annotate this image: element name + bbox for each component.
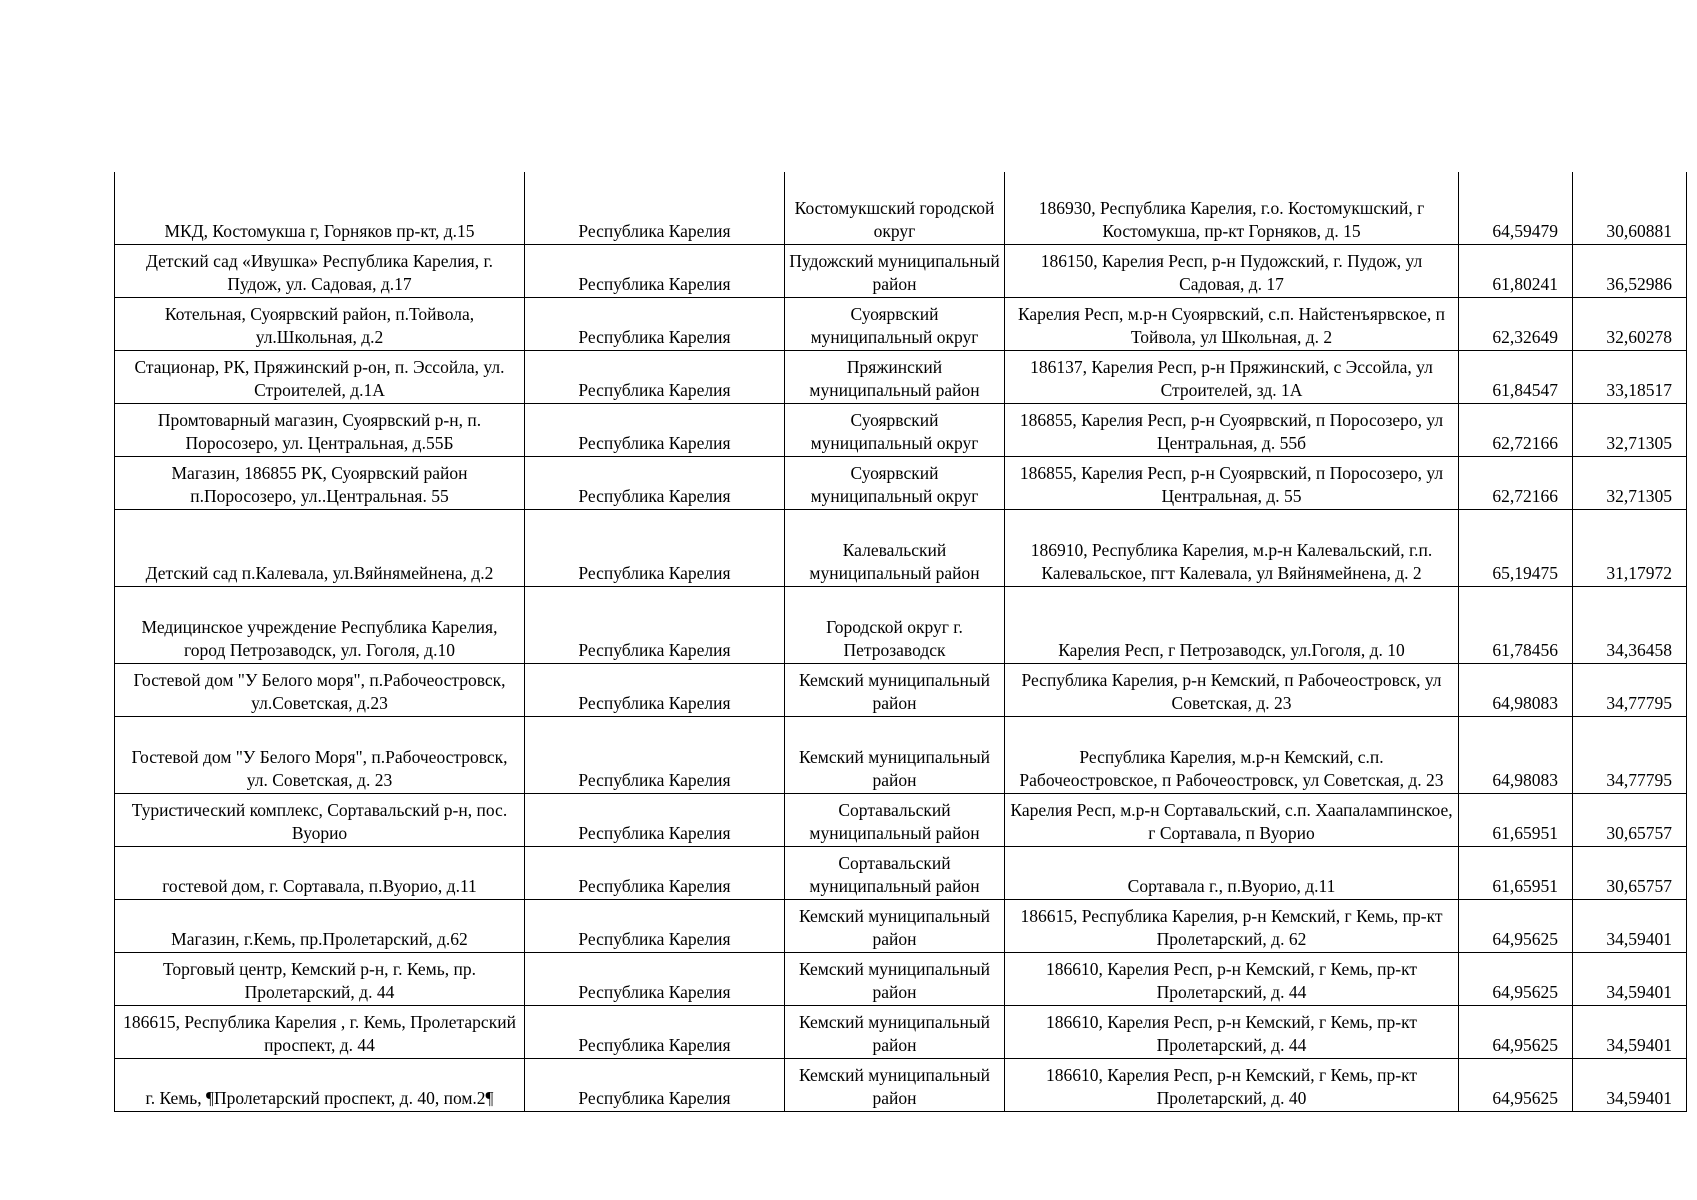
district-cell: Кемский муниципальный район: [785, 663, 1005, 716]
address-cell: 186150, Карелия Респ, р-н Пудожский, г. Пудож, ул Садовая, д. 17: [1005, 244, 1459, 297]
district-cell: Сортавальский муниципальный район: [785, 793, 1005, 846]
region-cell: Республика Карелия: [525, 663, 785, 716]
table-row: [115, 663, 1687, 716]
longitude-cell: 34,59401: [1573, 899, 1687, 952]
latitude-cell: 64,95625: [1459, 1058, 1573, 1111]
latitude-cell: 62,32649: [1459, 297, 1573, 350]
region-cell: Республика Карелия: [525, 509, 785, 586]
district-cell: Кемский муниципальный район: [785, 716, 1005, 793]
latitude-cell: 62,72166: [1459, 403, 1573, 456]
longitude-cell: 32,71305: [1573, 403, 1687, 456]
address-cell: 186137, Карелия Респ, р-н Пряжинский, с Эссойла, ул Строителей, зд. 1А: [1005, 350, 1459, 403]
district-cell: Кемский муниципальный район: [785, 1058, 1005, 1111]
latitude-cell: 64,95625: [1459, 899, 1573, 952]
table-row: [115, 509, 1687, 586]
table-row: [115, 952, 1687, 1005]
table-row: [115, 350, 1687, 403]
address-cell: 186855, Карелия Респ, р-н Суоярвский, п Поросозеро, ул Центральная, д. 55: [1005, 456, 1459, 509]
address-cell: Карелия Респ, г Петрозаводск, ул.Гоголя, д. 10: [1005, 586, 1459, 663]
latitude-cell: 64,59479: [1459, 172, 1573, 244]
address-cell: Сортавала г., п.Вуорио, д.11: [1005, 846, 1459, 899]
longitude-cell: 34,59401: [1573, 1005, 1687, 1058]
address-cell: 186610, Карелия Респ, р-н Кемский, г Кемь, пр-кт Пролетарский, д. 44: [1005, 1005, 1459, 1058]
district-cell: Калевальский муниципальный район: [785, 509, 1005, 586]
latitude-cell: 61,84547: [1459, 350, 1573, 403]
longitude-cell: 34,77795: [1573, 716, 1687, 793]
longitude-cell: 34,77795: [1573, 663, 1687, 716]
object-name-cell: Торговый центр, Кемский р-н, г. Кемь, пр. Пролетарский, д. 44: [115, 952, 525, 1005]
latitude-cell: 64,95625: [1459, 1005, 1573, 1058]
object-name-cell: гостевой дом, г. Сортавала, п.Вуорио, д.11: [115, 846, 525, 899]
region-cell: Республика Карелия: [525, 586, 785, 663]
region-cell: Республика Карелия: [525, 952, 785, 1005]
address-cell: 186615, Республика Карелия, р-н Кемский, г Кемь, пр-кт Пролетарский, д. 62: [1005, 899, 1459, 952]
address-cell: 186855, Карелия Респ, р-н Суоярвский, п Поросозеро, ул Центральная, д. 55б: [1005, 403, 1459, 456]
table-row: [115, 244, 1687, 297]
table-row: [115, 899, 1687, 952]
district-cell: Пряжинский муниципальный район: [785, 350, 1005, 403]
table-row: [115, 172, 1687, 244]
address-cell: Карелия Респ, м.р-н Суоярвский, с.п. Найстенъярвское, п Тойвола, ул Школьная, д. 2: [1005, 297, 1459, 350]
table-row: [115, 793, 1687, 846]
table-row: [115, 846, 1687, 899]
region-cell: Республика Карелия: [525, 403, 785, 456]
table-row: [115, 1005, 1687, 1058]
latitude-cell: 61,65951: [1459, 846, 1573, 899]
district-cell: Кемский муниципальный район: [785, 899, 1005, 952]
address-cell: 186930, Республика Карелия, г.о. Костомукшский, г Костомукша, пр-кт Горняков, д. 15: [1005, 172, 1459, 244]
address-cell: Карелия Респ, м.р-н Сортавальский, с.п. Хаапалампинское, г Сортавала, п Вуорио: [1005, 793, 1459, 846]
longitude-cell: 34,59401: [1573, 1058, 1687, 1111]
district-cell: Городской округ г. Петрозаводск: [785, 586, 1005, 663]
longitude-cell: 34,36458: [1573, 586, 1687, 663]
latitude-cell: 64,98083: [1459, 663, 1573, 716]
object-name-cell: Туристический комплекс, Сортавальский р-н, пос. Вуорио: [115, 793, 525, 846]
table-row: [115, 403, 1687, 456]
longitude-cell: 30,65757: [1573, 793, 1687, 846]
latitude-cell: 62,72166: [1459, 456, 1573, 509]
object-name-cell: Гостевой дом "У Белого моря", п.Рабочеостровск, ул.Советская, д.23: [115, 663, 525, 716]
district-cell: Пудожский муниципальный район: [785, 244, 1005, 297]
object-name-cell: Детский сад п.Калевала, ул.Вяйнямейнена, д.2: [115, 509, 525, 586]
district-cell: Костомукшский городской округ: [785, 172, 1005, 244]
region-cell: Республика Карелия: [525, 846, 785, 899]
region-cell: Республика Карелия: [525, 793, 785, 846]
address-cell: Республика Карелия, м.р-н Кемский, с.п. Рабочеостровское, п Рабочеостровск, ул Советская, д. 23: [1005, 716, 1459, 793]
district-cell: Кемский муниципальный район: [785, 1005, 1005, 1058]
object-name-cell: Гостевой дом "У Белого Моря", п.Рабочеостровск, ул. Советская, д. 23: [115, 716, 525, 793]
object-name-cell: Детский сад «Ивушка» Республика Карелия, г. Пудож, ул. Садовая, д.17: [115, 244, 525, 297]
region-cell: Республика Карелия: [525, 172, 785, 244]
district-cell: Кемский муниципальный район: [785, 952, 1005, 1005]
locations-table-body: [115, 172, 1687, 1111]
object-name-cell: Котельная, Суоярвский район, п.Тойвола, ул.Школьная, д.2: [115, 297, 525, 350]
region-cell: Республика Карелия: [525, 899, 785, 952]
longitude-cell: 33,18517: [1573, 350, 1687, 403]
address-cell: Республика Карелия, р-н Кемский, п Рабочеостровск, ул Советская, д. 23: [1005, 663, 1459, 716]
region-cell: Республика Карелия: [525, 1058, 785, 1111]
longitude-cell: 31,17972: [1573, 509, 1687, 586]
latitude-cell: 61,80241: [1459, 244, 1573, 297]
longitude-cell: 30,60881: [1573, 172, 1687, 244]
district-cell: Суоярвский муниципальный округ: [785, 456, 1005, 509]
latitude-cell: 64,95625: [1459, 952, 1573, 1005]
district-cell: Сортавальский муниципальный район: [785, 846, 1005, 899]
address-cell: 186610, Карелия Респ, р-н Кемский, г Кемь, пр-кт Пролетарский, д. 40: [1005, 1058, 1459, 1111]
longitude-cell: 30,65757: [1573, 846, 1687, 899]
object-name-cell: Магазин, 186855 РК, Суоярвский район п.Поросозеро, ул..Центральная. 55: [115, 456, 525, 509]
table-row: [115, 456, 1687, 509]
table-row: [115, 297, 1687, 350]
longitude-cell: 36,52986: [1573, 244, 1687, 297]
longitude-cell: 34,59401: [1573, 952, 1687, 1005]
locations-table: [114, 172, 1687, 1112]
object-name-cell: г. Кемь, ¶Пролетарский проспект, д. 40, пом.2¶: [115, 1058, 525, 1111]
region-cell: Республика Карелия: [525, 716, 785, 793]
address-cell: 186610, Карелия Респ, р-н Кемский, г Кемь, пр-кт Пролетарский, д. 44: [1005, 952, 1459, 1005]
district-cell: Суоярвский муниципальный округ: [785, 297, 1005, 350]
object-name-cell: Стационар, РК, Пряжинский р-он, п. Эссойла, ул. Строителей, д.1А: [115, 350, 525, 403]
object-name-cell: 186615, Республика Карелия , г. Кемь, Пролетарский проспект, д. 44: [115, 1005, 525, 1058]
region-cell: Республика Карелия: [525, 1005, 785, 1058]
object-name-cell: Магазин, г.Кемь, пр.Пролетарский, д.62: [115, 899, 525, 952]
region-cell: Республика Карелия: [525, 297, 785, 350]
table-row: [115, 586, 1687, 663]
object-name-cell: Медицинское учреждение Республика Карелия, город Петрозаводск, ул. Гоголя, д.10: [115, 586, 525, 663]
object-name-cell: МКД, Костомукша г, Горняков пр-кт, д.15: [115, 172, 525, 244]
latitude-cell: 64,98083: [1459, 716, 1573, 793]
region-cell: Республика Карелия: [525, 244, 785, 297]
region-cell: Республика Карелия: [525, 350, 785, 403]
longitude-cell: 32,60278: [1573, 297, 1687, 350]
table-row: [115, 716, 1687, 793]
district-cell: Суоярвский муниципальный округ: [785, 403, 1005, 456]
latitude-cell: 65,19475: [1459, 509, 1573, 586]
address-cell: 186910, Республика Карелия, м.р-н Калевальский, г.п. Калевальское, пгт Калевала, ул Вяйнямейнена, д. 2: [1005, 509, 1459, 586]
region-cell: Республика Карелия: [525, 456, 785, 509]
latitude-cell: 61,65951: [1459, 793, 1573, 846]
latitude-cell: 61,78456: [1459, 586, 1573, 663]
table-row: [115, 1058, 1687, 1111]
longitude-cell: 32,71305: [1573, 456, 1687, 509]
object-name-cell: Промтоварный магазин, Суоярвский р-н, п. Поросозеро, ул. Центральная, д.55Б: [115, 403, 525, 456]
